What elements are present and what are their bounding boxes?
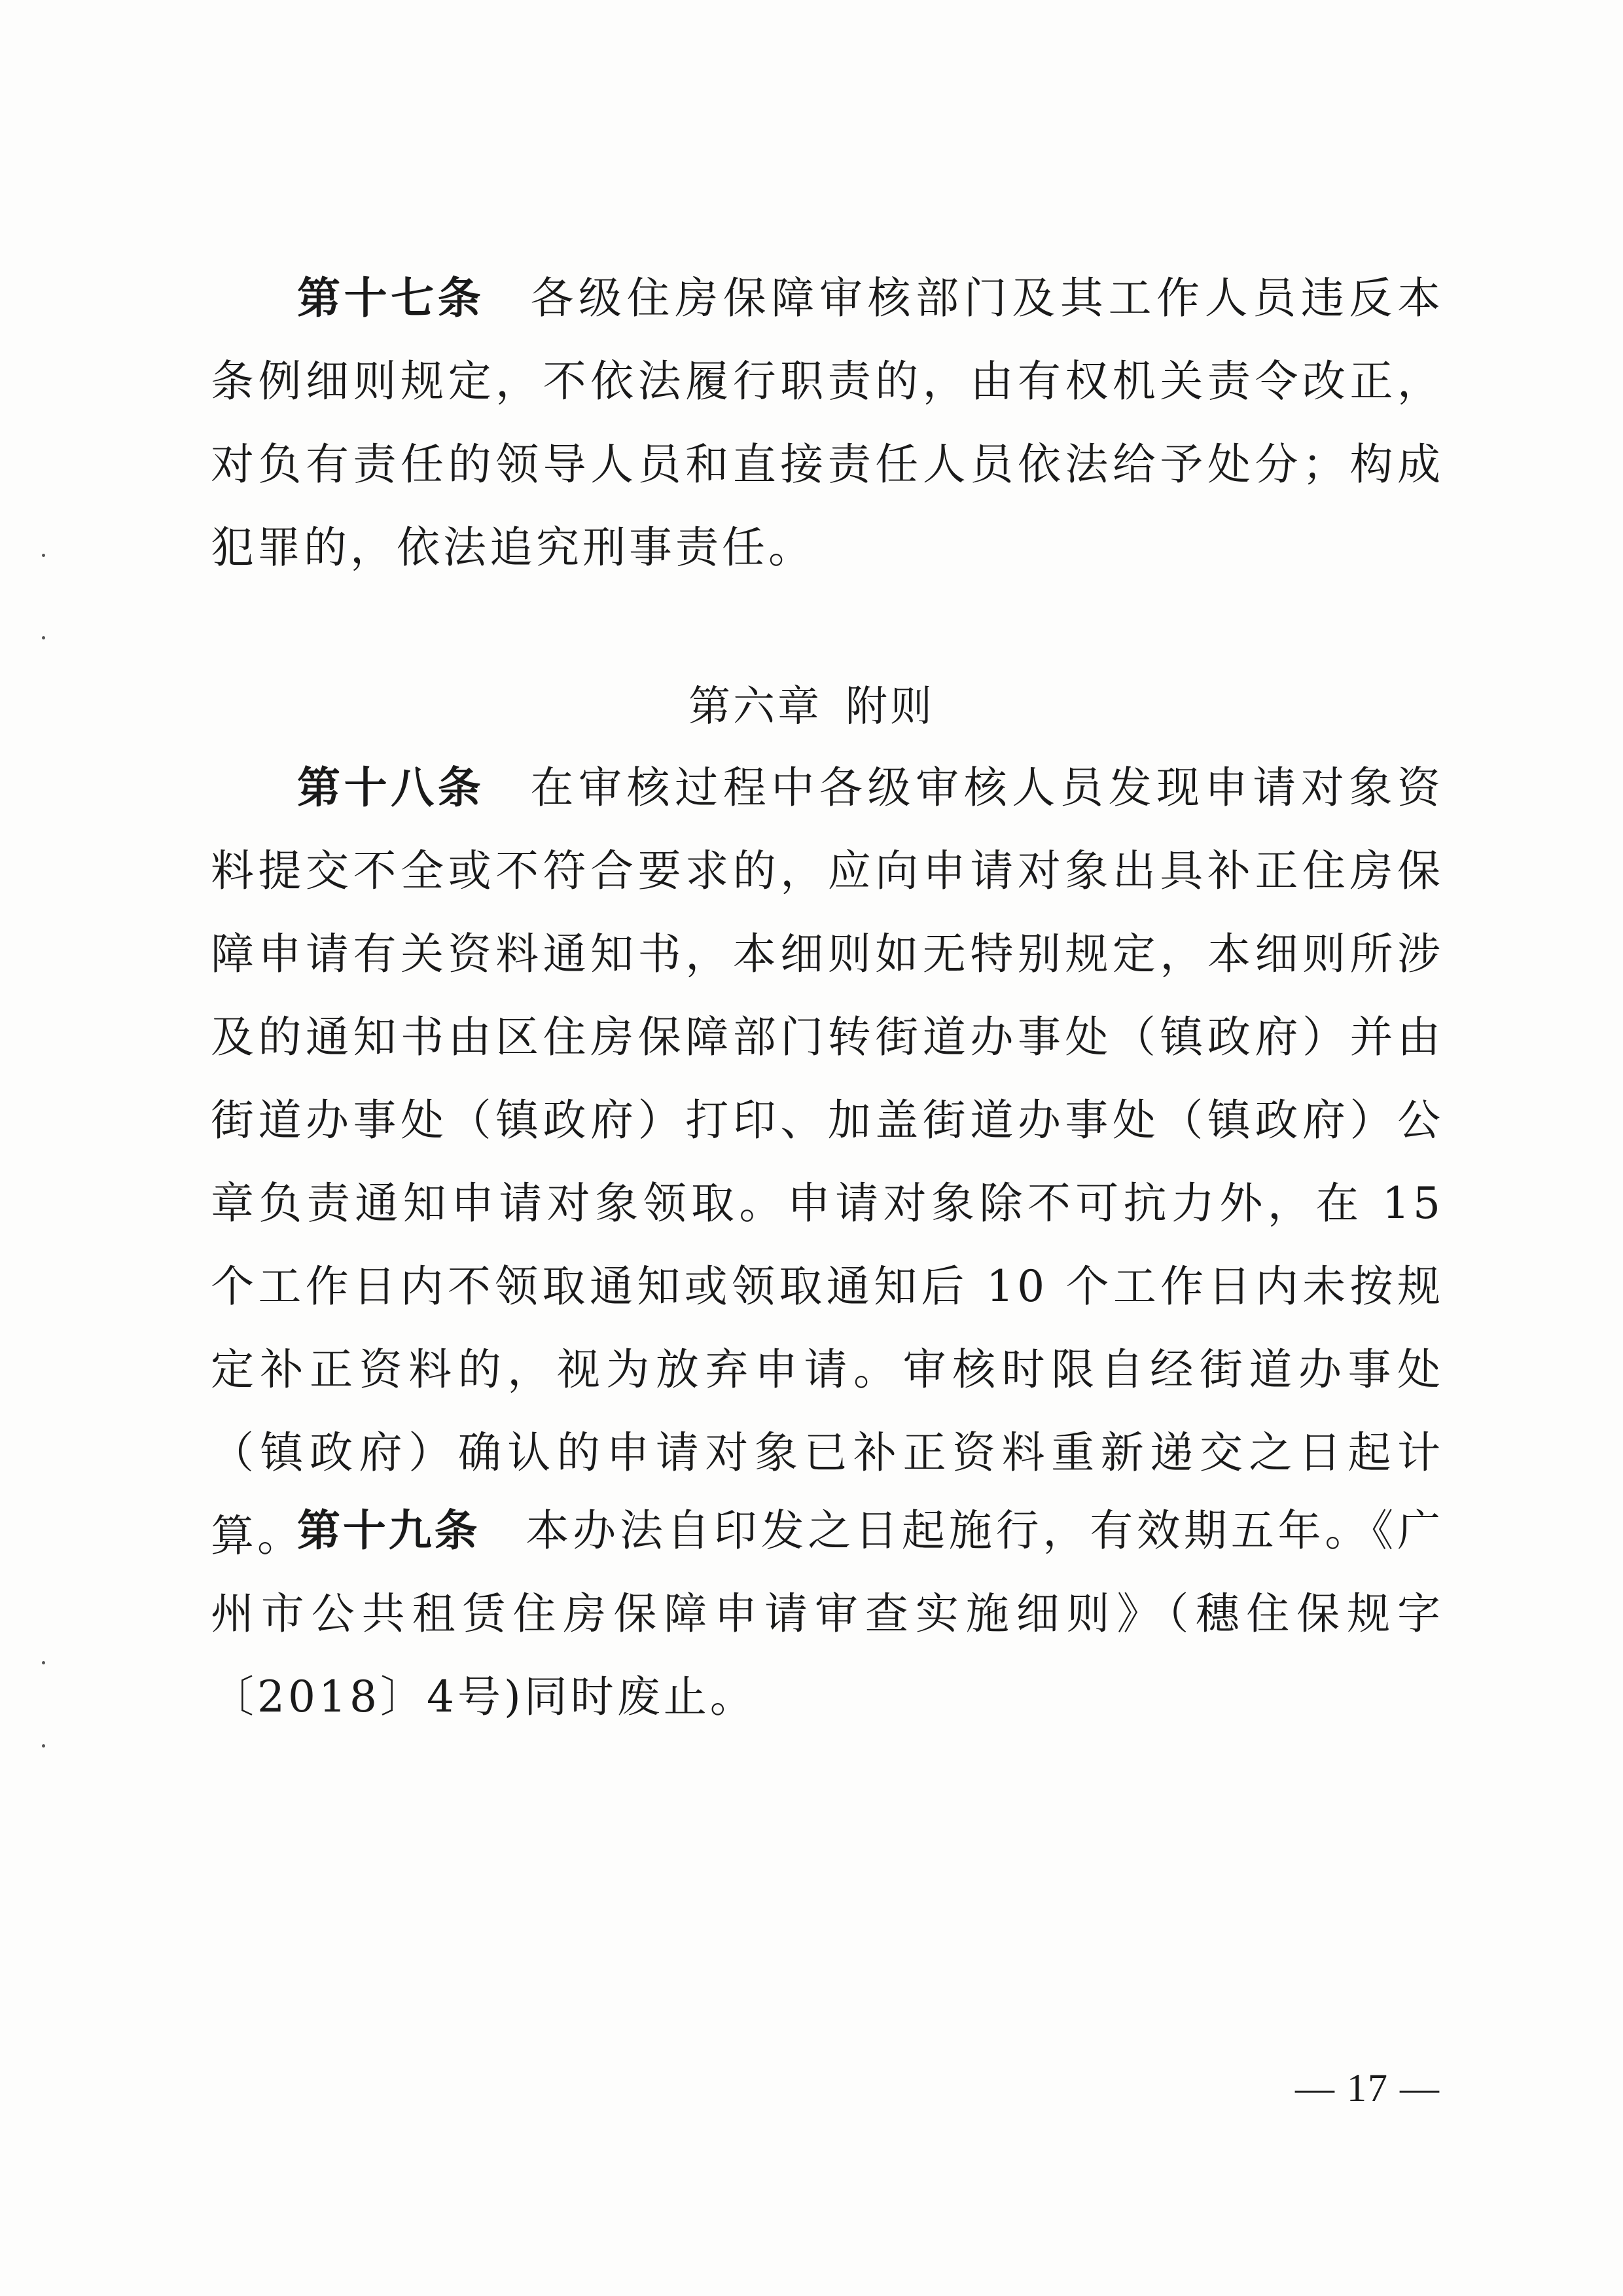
article-19-text: 本办法自印发之日起施行，有效期五年。《广州市公共租赁住房保障申请审查实施细则》（穗住保规字〔2018〕4号)同时废止。 [211,1505,1444,1722]
article-17-number: 第十七条 [297,273,485,323]
article-18 [211,746,1444,1577]
binding-mark [42,554,45,557]
article-17-text: 各级住房保障审核部门及其工作人员违反本条例细则规定，不依法履行职责的，由有权机关责令改正，对负有责任的领导人员和直接责任人员依法给予处分；构成犯罪的，依法追究刑事责任。 [211,273,1444,573]
article-19 [211,1489,1444,1738]
article-18-text: 在审核过程中各级审核人员发现申请对象资料提交不全或不符合要求的，应向申请对象出具补正住房保障申请有关资料通知书，本细则如无特别规定，本细则所涉及的通知书由区住房保障部门转街道办事处（镇政府）并由街道办事处（镇政府）打印、加盖街道办事处（镇政府）公章负责通知申请对象领取。申请对象除不可抗力外，在 15 个工作日内不领取通知或领取通知后 10 个工作日内未按规定补正资料的，视为放弃申请。审核时限自经街道办事处（镇政府）确认的申请对象已补正资料重新递交之日起计算。 [211,762,1444,1561]
binding-mark [42,1661,45,1664]
chapter-number: 第六章 [688,683,822,731]
article-19-number: 第十九条 [297,1505,480,1556]
article-18-number: 第十八条 [297,762,485,813]
chapter-heading [0,674,1623,740]
article-17 [211,257,1444,589]
binding-mark [42,636,45,639]
binding-mark [42,1744,45,1748]
chapter-title: 附则 [846,683,935,731]
page-number: — 17 — [1295,2066,1440,2109]
